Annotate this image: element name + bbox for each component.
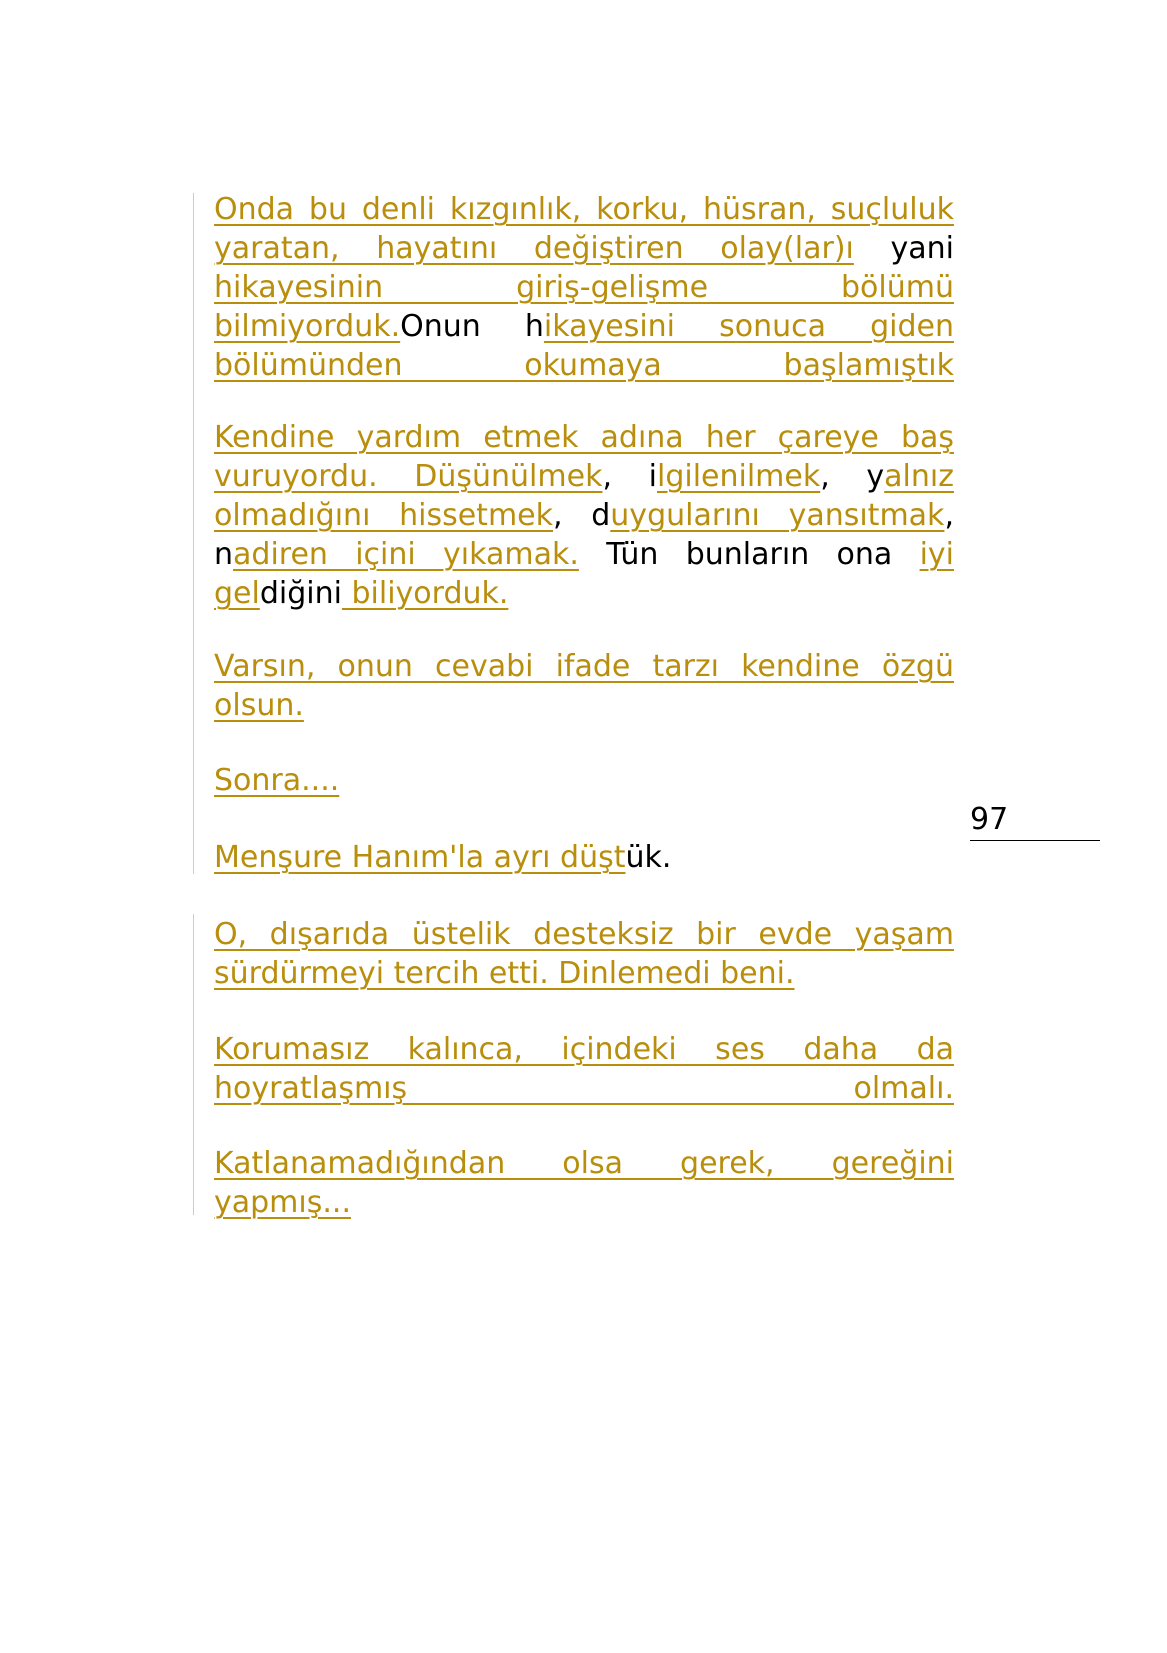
text-run: , y [820, 459, 885, 494]
paragraph-6 [214, 915, 954, 993]
underlined-run: alnız olmadığını hissetmek [214, 459, 954, 533]
text-run: , d [553, 498, 611, 533]
underlined-run: iyi gel [214, 537, 955, 611]
underlined-run: biliyorduk. [341, 576, 509, 611]
paragraph-2 [214, 418, 954, 613]
page-number: 97 [970, 800, 1100, 841]
text-run: Onun h [400, 309, 544, 344]
paragraph-1 [214, 190, 954, 385]
underlined-run: Onda bu denli kızgınlık, korku, hüsran, suçluluk yaratan, hayatını değiştiren olay(lar)ı [214, 192, 954, 266]
underlined-run: ikayesini sonuca giden bölümünden okumaya başlamıştık [214, 309, 954, 383]
paragraph-8 [214, 1144, 954, 1222]
underlined-run: Sonra.... [214, 763, 340, 798]
underlined-run: O, dışarıda üstelik desteksiz bir evde yaşam sürdürmeyi tercih etti. Dinlemedi beni. [214, 917, 954, 991]
margin-bar-bottom [193, 914, 194, 1215]
text-run: , n [214, 498, 954, 572]
underlined-run: Korumasız kalınca, içindeki ses daha da hoyratlaşmış olmalı. [214, 1032, 954, 1106]
margin-bar-top [193, 193, 194, 874]
text-run: , i [602, 459, 657, 494]
text-run: ük. [625, 840, 672, 875]
underlined-run: hikayesinin giriş-gelişme bölümü bilmiyorduk. [214, 270, 954, 344]
underlined-run: Varsın, onun cevabi ifade tarzı kendine özgü olsun. [214, 649, 954, 723]
underlined-run: lgilenilmek [656, 459, 821, 494]
text-run: yani [853, 231, 954, 266]
paragraph-4 [214, 761, 954, 800]
underlined-run: Menşure Hanım'la ayrı düşt [214, 840, 626, 875]
text-run: diğini [259, 576, 342, 611]
underlined-run: Kendine yardım etmek adına her çareye baş vuruyordu. Düşünülmek [214, 420, 954, 494]
underlined-run: adiren içini yıkamak. [233, 537, 579, 572]
underlined-run: uygularını yansıtmak [610, 498, 945, 533]
underlined-run: Katlanamadığından olsa gerek, gereğini yapmış... [214, 1146, 954, 1220]
paragraph-5 [214, 838, 954, 877]
paragraph-7 [214, 1030, 954, 1108]
text-run: Tün bunların ona [578, 537, 920, 572]
paragraph-3 [214, 647, 954, 725]
